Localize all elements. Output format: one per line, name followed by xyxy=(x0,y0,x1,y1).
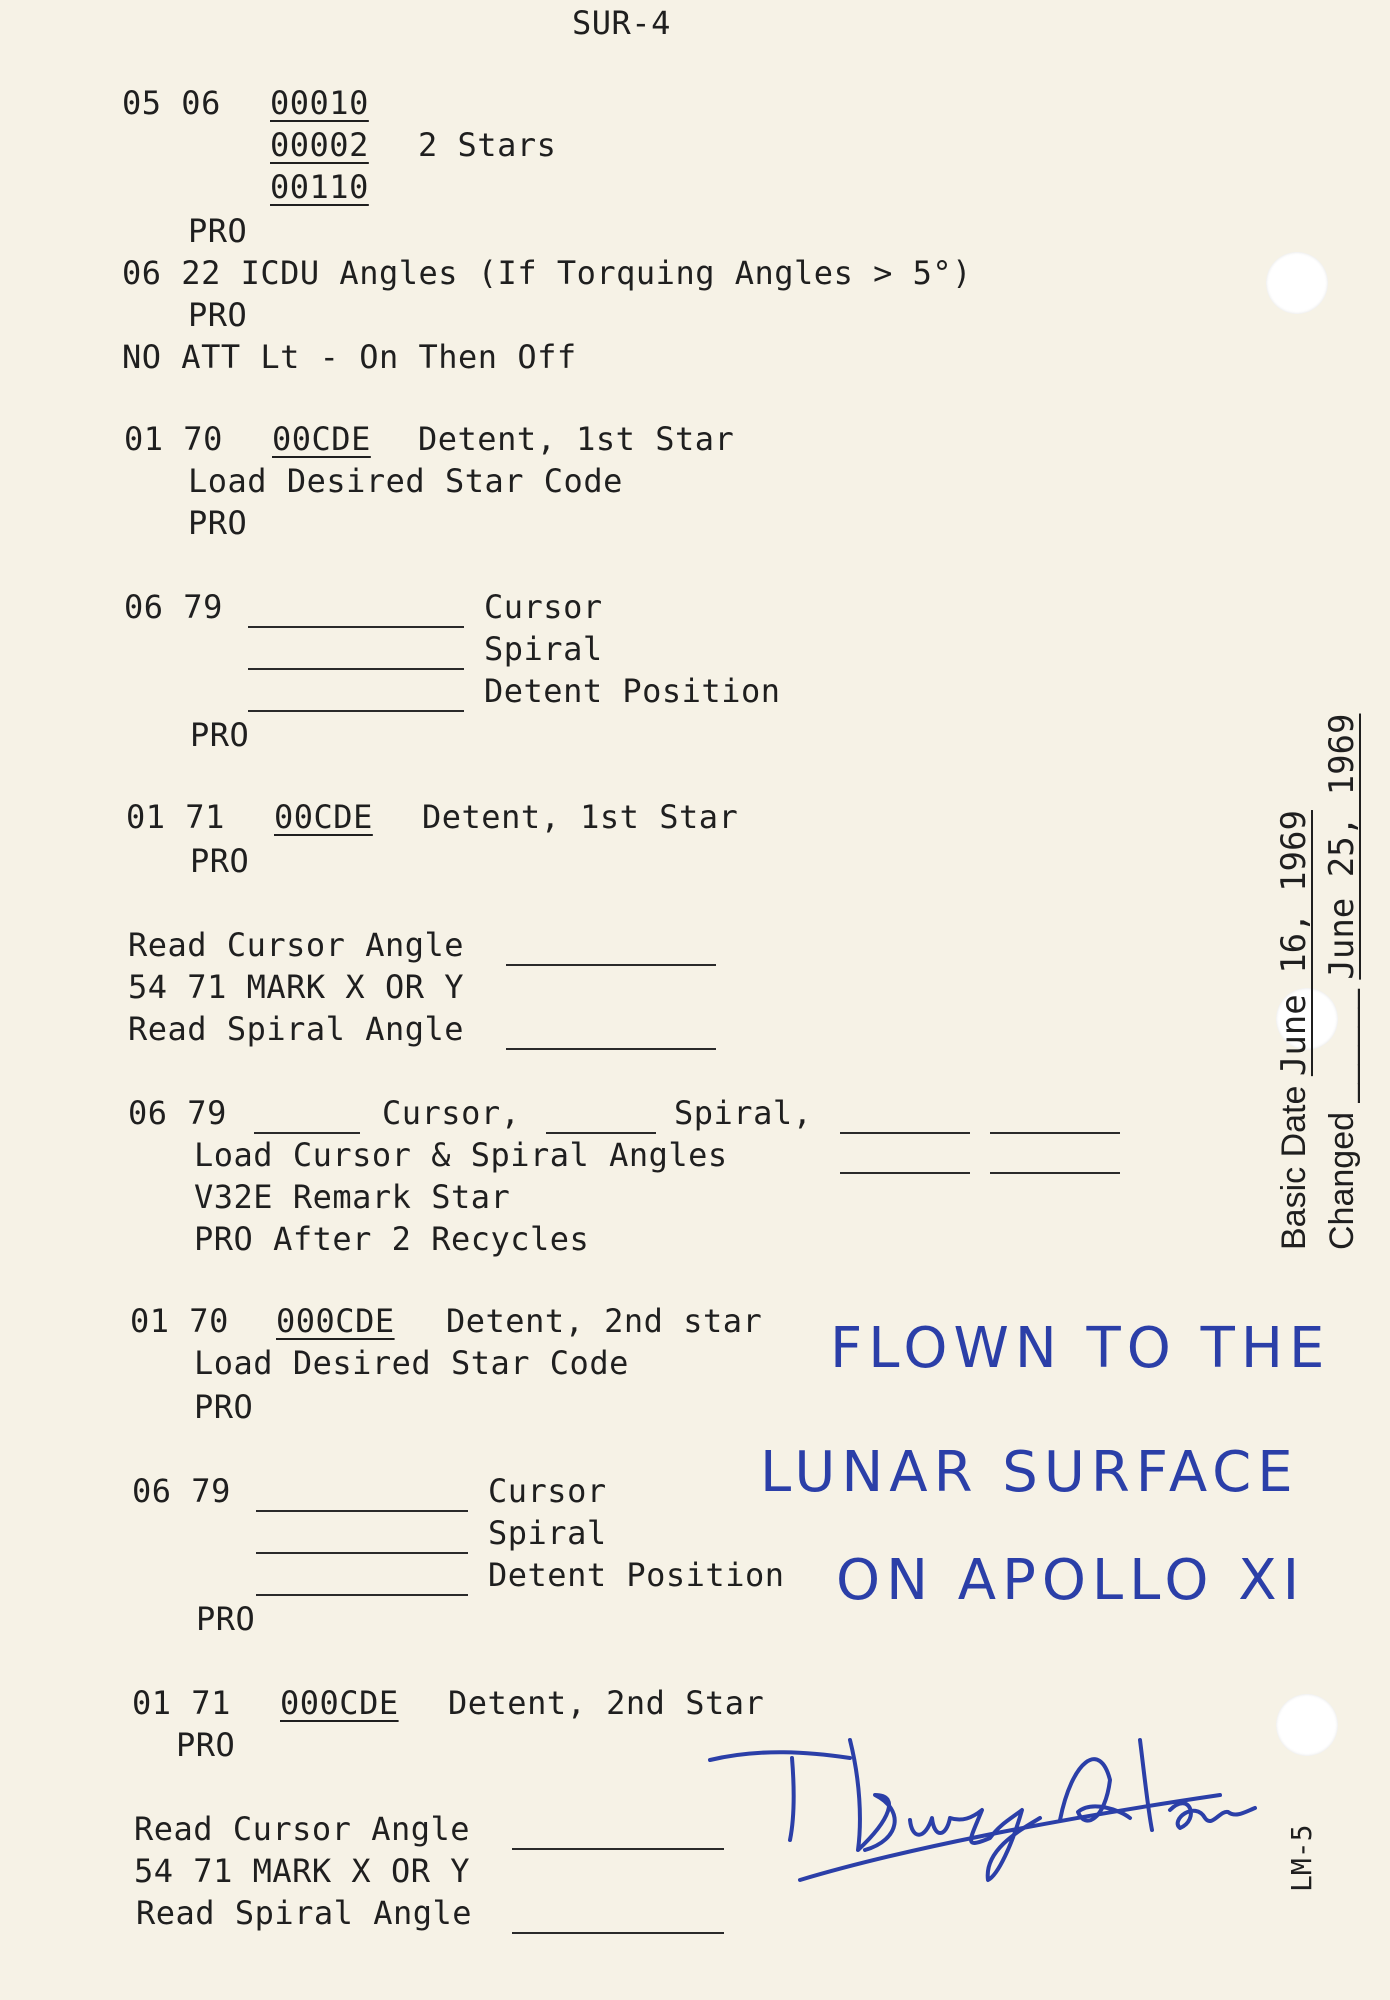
mark-line-1: 54 71 MARK X OR Y xyxy=(128,968,465,1006)
record-blank-1 xyxy=(840,1132,970,1134)
block7-remark: V32E Remark Star xyxy=(194,1178,511,1216)
spiral-blank-2 xyxy=(256,1552,468,1554)
block3-code: 01 70 xyxy=(124,420,223,458)
read-spiral-angle-2: Read Spiral Angle xyxy=(136,1894,473,1932)
block4-label-detent: Detent Position xyxy=(484,672,781,710)
block10-text: Detent, 2nd Star xyxy=(448,1684,765,1722)
block10-code: 01 71 xyxy=(132,1684,231,1722)
block3-text: Detent, 1st Star xyxy=(418,420,735,458)
read-cursor-angle-2: Read Cursor Angle xyxy=(134,1810,471,1848)
spiral-angle-blank-2 xyxy=(512,1932,724,1934)
basic-date-line xyxy=(1274,810,1314,1250)
block3-value: 00CDE xyxy=(272,420,371,458)
binder-hole-bottom xyxy=(1276,1694,1338,1756)
cursor-short-blank xyxy=(254,1132,360,1134)
block9-pro: PRO xyxy=(196,1600,256,1638)
block1-note: 2 Stars xyxy=(418,126,557,164)
block10-pro: PRO xyxy=(176,1726,236,1764)
inscription-line-2: LUNAR SURFACE xyxy=(760,1440,1299,1505)
inscription-line-3: ON APOLLO XI xyxy=(836,1548,1306,1613)
cursor-blank-2 xyxy=(256,1510,468,1512)
block8-pro: PRO xyxy=(194,1388,254,1426)
block4-pro: PRO xyxy=(190,716,250,754)
block3-load: Load Desired Star Code xyxy=(188,462,623,500)
cursor-blank xyxy=(248,626,464,628)
mark-line-2: 54 71 MARK X OR Y xyxy=(134,1852,471,1890)
spiral-blank xyxy=(248,668,464,670)
block1-value-2: 00002 xyxy=(270,126,369,164)
block7-load: Load Cursor & Spiral Angles xyxy=(194,1136,728,1174)
block9-label-spiral: Spiral xyxy=(488,1514,607,1552)
signature xyxy=(700,1700,1260,1890)
basic-date-value: June 16, 1969 xyxy=(1274,810,1314,1077)
binder-hole-top xyxy=(1266,252,1328,314)
detent-blank xyxy=(248,710,464,712)
read-cursor-angle-1: Read Cursor Angle xyxy=(128,926,465,964)
no-att-line: NO ATT Lt - On Then Off xyxy=(122,338,577,376)
block7-spiral: Spiral, xyxy=(674,1094,813,1132)
inscription-line-1: FLOWN TO THE xyxy=(830,1316,1331,1381)
block5-pro: PRO xyxy=(190,842,250,880)
block8-value: 000CDE xyxy=(276,1302,395,1340)
block1-code: 05 06 xyxy=(122,84,221,122)
changed-label: Changed xyxy=(1323,1111,1361,1250)
cursor-angle-blank-1 xyxy=(506,964,716,966)
spiral-short-blank xyxy=(546,1132,656,1134)
page-id: SUR-4 xyxy=(572,4,671,42)
block5-text: Detent, 1st Star xyxy=(422,798,739,836)
block7-code: 06 79 xyxy=(128,1094,227,1132)
block10-value: 000CDE xyxy=(280,1684,399,1722)
block1-value-3: 00110 xyxy=(270,168,369,206)
cursor-angle-blank-2 xyxy=(512,1848,724,1850)
changed-date-value: June 25, 1969 xyxy=(1322,713,1362,980)
block8-load: Load Desired Star Code xyxy=(194,1344,629,1382)
block9-label-detent: Detent Position xyxy=(488,1556,785,1594)
block9-code: 06 79 xyxy=(132,1472,231,1510)
detent-blank-2 xyxy=(256,1594,468,1596)
block1-value-1: 00010 xyxy=(270,84,369,122)
block9-label-cursor: Cursor xyxy=(488,1472,607,1510)
block4-label-spiral: Spiral xyxy=(484,630,603,668)
record-blank-2 xyxy=(990,1132,1120,1134)
record-blank-4 xyxy=(990,1172,1120,1174)
basic-date-label: Basic Date xyxy=(1275,1085,1313,1250)
changed-date-line: Changed ______ June 25, 1969 xyxy=(1322,713,1362,1250)
page-code: LM-5 xyxy=(1285,1824,1318,1892)
block8-code: 01 70 xyxy=(130,1302,229,1340)
icdu-angles-line: 06 22 ICDU Angles (If Torquing Angles > 5°) xyxy=(122,254,972,292)
block7-cursor: Cursor, xyxy=(382,1094,521,1132)
read-spiral-angle-1: Read Spiral Angle xyxy=(128,1010,465,1048)
block7-pro-after: PRO After 2 Recycles xyxy=(194,1220,590,1258)
block8-text: Detent, 2nd star xyxy=(446,1302,763,1340)
block2-pro: PRO xyxy=(188,296,248,334)
block1-pro: PRO xyxy=(188,212,248,250)
block4-label-cursor: Cursor xyxy=(484,588,603,626)
block3-pro: PRO xyxy=(188,504,248,542)
block5-value: 00CDE xyxy=(274,798,373,836)
record-blank-3 xyxy=(840,1172,970,1174)
block5-code: 01 71 xyxy=(126,798,225,836)
spiral-angle-blank-1 xyxy=(506,1048,716,1050)
block4-code: 06 79 xyxy=(124,588,223,626)
